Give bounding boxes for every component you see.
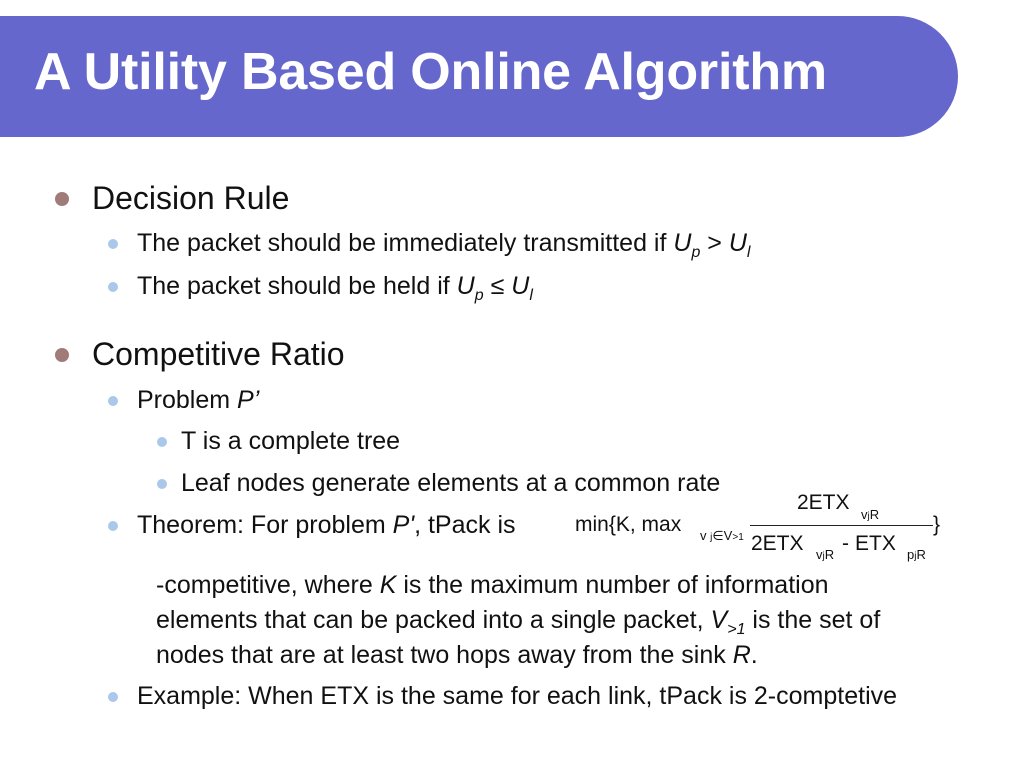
decision-rule-heading: Decision Rule [92,180,290,216]
bullet-icon [157,479,167,489]
formula-numerator: 2ETX [797,491,850,514]
rule-transmit: The packet should be immediately transmitted if $U_p > U_l$ [137,229,751,261]
bullet-icon [157,437,167,447]
complete-tree-line: T is a complete tree [181,427,401,455]
bullet-icon [108,396,118,406]
formula-denominator-a: 2ETX [751,532,804,555]
competitive-ratio-heading: Competitive Ratio [92,336,345,372]
formula-close-brace: } [933,513,941,536]
theorem-explanation-line-2: elements that can be packed into a single packet, $V_{>1}$ is the set of [156,606,881,638]
bullet-icon [108,692,118,702]
formula-denominator-b-sub: pjR [907,547,926,562]
problem-line: Problem P’ [137,386,260,414]
leaf-nodes-line: Leaf nodes generate elements at a common rate [181,469,721,497]
formula-denominator-b: ETX [855,532,896,555]
formula-denominator-a-sub: vjR [816,547,835,562]
bullet-icon [55,348,69,362]
slide-title: A Utility Based Online Algorithm [34,43,827,101]
rule-hold: The packet should be held if $U_p \le U_l$ [137,272,533,304]
formula-fraction-bar [750,525,933,526]
example-line: Example: When ETX is the same for each link, tPack is 2-comptetive [137,682,898,710]
theorem-explanation-line-3: nodes that are at least two hops away from the sink R. [156,641,758,669]
formula-minus: - [842,532,849,555]
formula-numerator-sub: vjR [861,507,880,522]
theorem-explanation-line-1: -competitive, where K is the maximum number of information [156,571,829,599]
bullet-icon [108,239,118,249]
formula-min-max: min{K, max [575,513,682,536]
bullet-icon [108,521,118,531]
formula-max-sub: v j∈V>1 [700,528,744,543]
bullet-icon [55,192,69,206]
bullet-icon [108,282,118,292]
theorem-line: Theorem: For problem P', tPack is [137,511,516,539]
